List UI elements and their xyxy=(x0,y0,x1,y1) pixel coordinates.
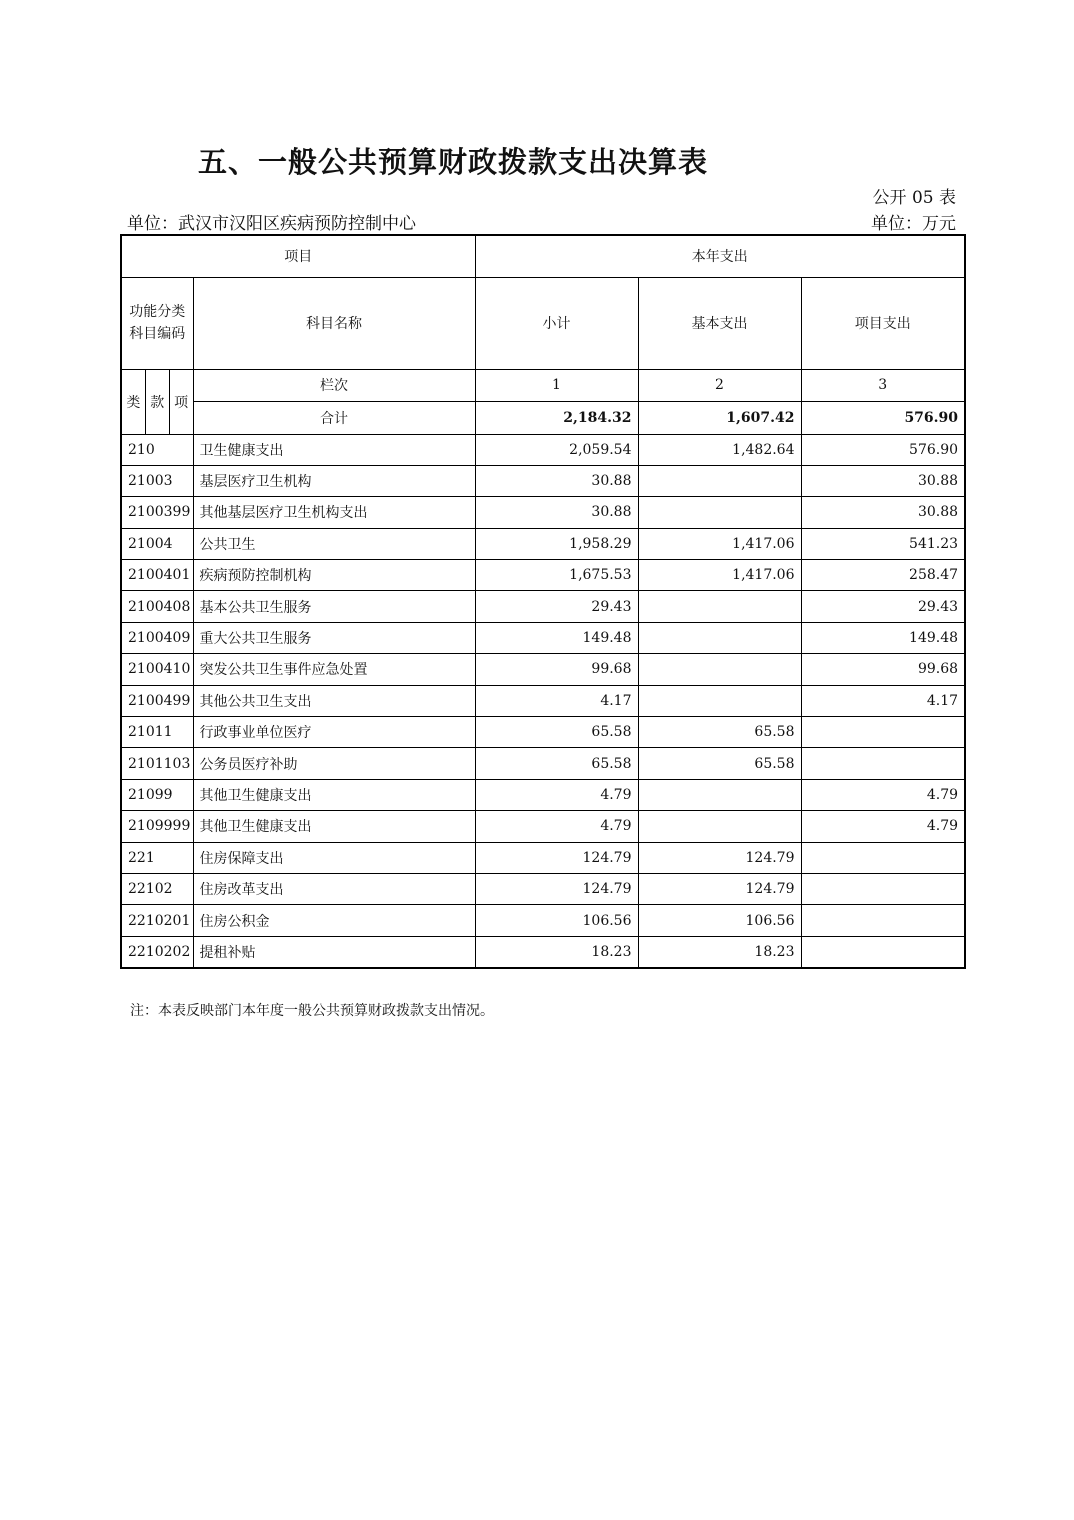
row-code: 2210202 xyxy=(121,936,193,967)
row-subject-name: 住房保障支出 xyxy=(193,842,475,873)
row-subtotal: 4.79 xyxy=(475,779,638,810)
row-basic: 65.58 xyxy=(638,748,801,779)
row-basic xyxy=(638,811,801,842)
row-subtotal: 29.43 xyxy=(475,591,638,622)
header-subtotal: 小计 xyxy=(475,277,638,369)
row-subject-name: 其他卫生健康支出 xyxy=(193,779,475,810)
row-basic: 1,482.64 xyxy=(638,434,801,465)
row-code: 21011 xyxy=(121,717,193,748)
row-subtotal: 65.58 xyxy=(475,717,638,748)
header-lei: 类 xyxy=(126,394,141,411)
table-row xyxy=(121,685,965,716)
total-label: 合计 xyxy=(193,402,475,435)
row-project xyxy=(801,873,965,904)
row-project xyxy=(801,842,965,873)
row-subtotal: 4.17 xyxy=(475,685,638,716)
category-level-cell xyxy=(121,369,193,434)
table-row xyxy=(121,905,965,936)
row-project xyxy=(801,905,965,936)
row-basic xyxy=(638,654,801,685)
header-item: 项目 xyxy=(121,235,475,277)
row-subject-name: 基本公共卫生服务 xyxy=(193,591,475,622)
row-project: 258.47 xyxy=(801,560,965,591)
header-xiang: 项 xyxy=(169,370,193,434)
unit-currency: 单位：万元 xyxy=(871,214,956,234)
table-row xyxy=(121,497,965,528)
expenditure-table xyxy=(120,234,966,969)
row-basic xyxy=(638,622,801,653)
row-subtotal: 124.79 xyxy=(475,842,638,873)
row-subtotal: 149.48 xyxy=(475,622,638,653)
row-basic: 124.79 xyxy=(638,873,801,904)
row-code: 22102 xyxy=(121,873,193,904)
row-subject-name: 基层医疗卫生机构 xyxy=(193,465,475,496)
row-code: 2100401 xyxy=(121,560,193,591)
row-code: 2100408 xyxy=(121,591,193,622)
row-subtotal: 30.88 xyxy=(475,465,638,496)
footnote: 注：本表反映部门本年度一般公共预算财政拨款支出情况。 xyxy=(130,1003,494,1019)
header-row-1 xyxy=(121,235,965,277)
header-project: 项目支出 xyxy=(801,277,965,369)
row-subject-name: 其他公共卫生支出 xyxy=(193,685,475,716)
header-subject-name: 科目名称 xyxy=(193,277,475,369)
table-row xyxy=(121,748,965,779)
table-row xyxy=(121,465,965,496)
table-row xyxy=(121,842,965,873)
row-project: 4.17 xyxy=(801,685,965,716)
row-basic xyxy=(638,591,801,622)
table-row xyxy=(121,873,965,904)
row-basic: 1,417.06 xyxy=(638,528,801,559)
row-subject-name: 其他卫生健康支出 xyxy=(193,811,475,842)
total-subtotal: 2,184.32 xyxy=(475,402,638,435)
table-row xyxy=(121,936,965,967)
table-row xyxy=(121,654,965,685)
row-subtotal: 65.58 xyxy=(475,748,638,779)
row-code: 21004 xyxy=(121,528,193,559)
total-basic: 1,607.42 xyxy=(638,402,801,435)
row-code: 2100499 xyxy=(121,685,193,716)
row-basic: 1,417.06 xyxy=(638,560,801,591)
header-basic: 基本支出 xyxy=(638,277,801,369)
table-row xyxy=(121,811,965,842)
row-subtotal: 1,958.29 xyxy=(475,528,638,559)
row-project: 99.68 xyxy=(801,654,965,685)
row-code: 21003 xyxy=(121,465,193,496)
row-basic xyxy=(638,465,801,496)
row-basic: 106.56 xyxy=(638,905,801,936)
row-code: 221 xyxy=(121,842,193,873)
header-col2: 2 xyxy=(638,369,801,402)
total-project: 576.90 xyxy=(801,402,965,435)
table-row xyxy=(121,779,965,810)
row-basic xyxy=(638,685,801,716)
row-basic xyxy=(638,779,801,810)
row-code: 2100410 xyxy=(121,654,193,685)
row-project: 4.79 xyxy=(801,779,965,810)
table-row xyxy=(121,560,965,591)
row-subject-name: 提租补贴 xyxy=(193,936,475,967)
header-col3: 3 xyxy=(801,369,965,402)
row-project: 4.79 xyxy=(801,811,965,842)
row-project xyxy=(801,748,965,779)
row-code: 2109999 xyxy=(121,811,193,842)
row-subtotal: 2,059.54 xyxy=(475,434,638,465)
row-code: 2101103 xyxy=(121,748,193,779)
row-project: 576.90 xyxy=(801,434,965,465)
header-row-2 xyxy=(121,277,965,369)
row-project: 149.48 xyxy=(801,622,965,653)
row-basic: 18.23 xyxy=(638,936,801,967)
table-row xyxy=(121,622,965,653)
row-subtotal: 124.79 xyxy=(475,873,638,904)
row-project: 541.23 xyxy=(801,528,965,559)
row-subtotal: 1,675.53 xyxy=(475,560,638,591)
table-row xyxy=(121,434,965,465)
row-subject-name: 行政事业单位医疗 xyxy=(193,717,475,748)
row-subject-name: 住房改革支出 xyxy=(193,873,475,904)
page-title: 五、一般公共预算财政拨款支出决算表 xyxy=(198,145,709,179)
row-subject-name: 疾病预防控制机构 xyxy=(193,560,475,591)
row-subject-name: 住房公积金 xyxy=(193,905,475,936)
row-subtotal: 18.23 xyxy=(475,936,638,967)
header-this-year: 本年支出 xyxy=(475,235,965,277)
row-subject-name: 突发公共卫生事件应急处置 xyxy=(193,654,475,685)
column-order-row xyxy=(121,369,965,402)
total-row xyxy=(121,402,965,435)
unit-organization: 单位：武汉市汉阳区疾病预防控制中心 xyxy=(127,214,416,234)
row-project: 29.43 xyxy=(801,591,965,622)
table-number: 公开 05 表 xyxy=(872,188,956,208)
row-subtotal: 99.68 xyxy=(475,654,638,685)
row-project xyxy=(801,717,965,748)
row-basic: 124.79 xyxy=(638,842,801,873)
header-column-order: 栏次 xyxy=(193,369,475,402)
row-subject-name: 重大公共卫生服务 xyxy=(193,622,475,653)
row-basic xyxy=(638,497,801,528)
row-subject-name: 公共卫生 xyxy=(193,528,475,559)
row-project: 30.88 xyxy=(801,465,965,496)
table-row xyxy=(121,717,965,748)
row-project xyxy=(801,936,965,967)
header-kuan: 款 xyxy=(145,370,169,434)
row-basic: 65.58 xyxy=(638,717,801,748)
row-code: 21099 xyxy=(121,779,193,810)
row-subject-name: 卫生健康支出 xyxy=(193,434,475,465)
row-code: 2100409 xyxy=(121,622,193,653)
row-code: 2210201 xyxy=(121,905,193,936)
row-subject-name: 公务员医疗补助 xyxy=(193,748,475,779)
row-subtotal: 4.79 xyxy=(475,811,638,842)
row-subtotal: 30.88 xyxy=(475,497,638,528)
header-col1: 1 xyxy=(475,369,638,402)
row-subtotal: 106.56 xyxy=(475,905,638,936)
table-row xyxy=(121,528,965,559)
row-code: 210 xyxy=(121,434,193,465)
header-func-code: 功能分类科目编码 xyxy=(121,277,193,369)
row-subject-name: 其他基层医疗卫生机构支出 xyxy=(193,497,475,528)
table-row xyxy=(121,591,965,622)
row-project: 30.88 xyxy=(801,497,965,528)
row-code: 2100399 xyxy=(121,497,193,528)
